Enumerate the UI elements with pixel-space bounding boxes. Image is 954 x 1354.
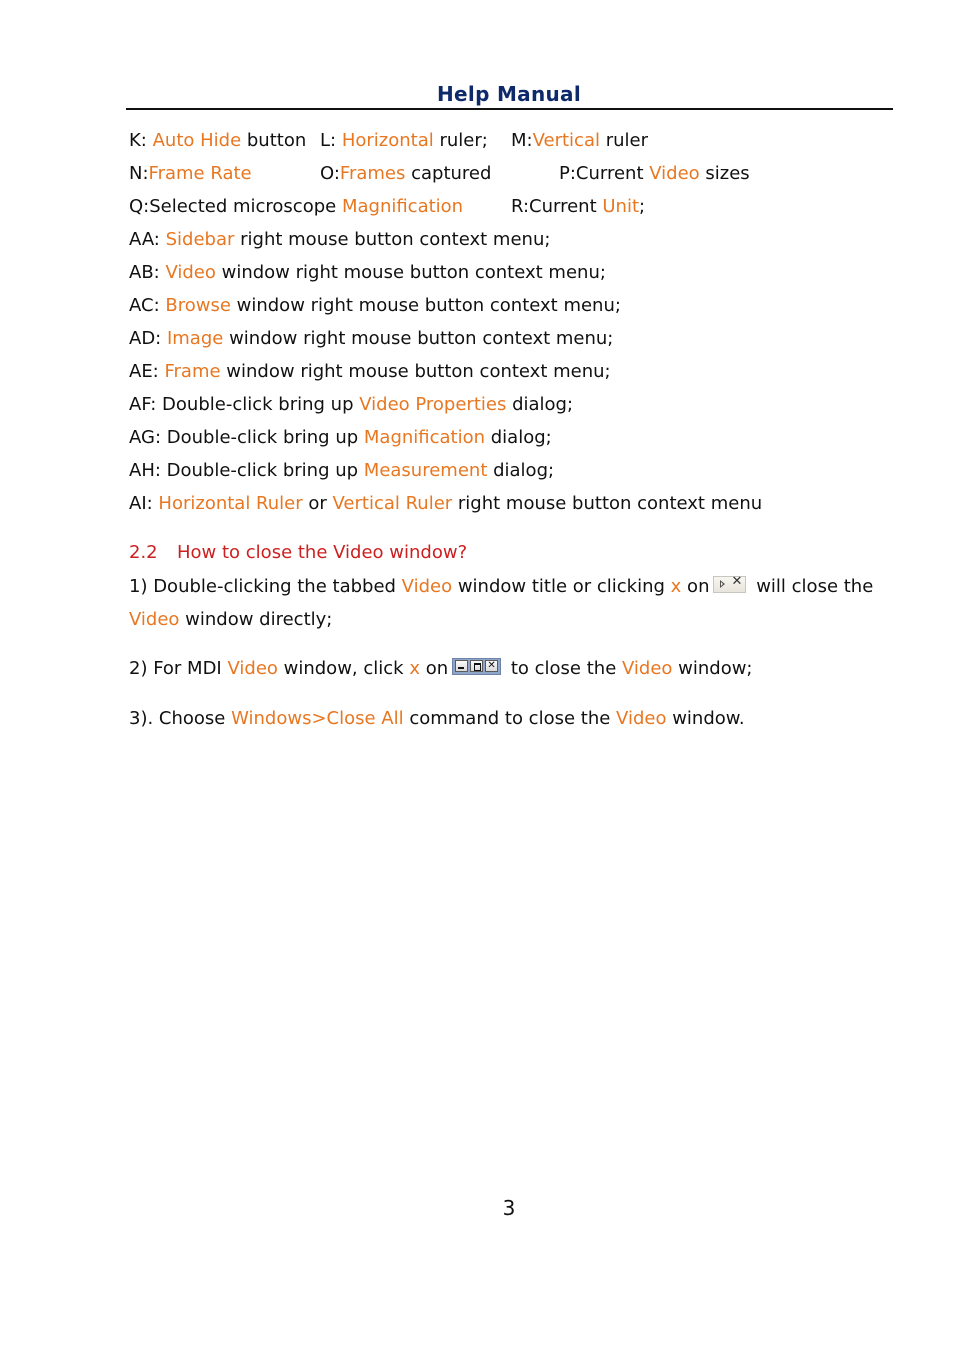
instruction-1-video-a: Video [401, 576, 453, 597]
legend-ab [129, 260, 889, 293]
instruction-2-video-b: Video [621, 658, 673, 679]
legend-ai-link-horizontal: Horizontal Ruler [158, 493, 303, 514]
legend-ai-link-vertical: Vertical Ruler [332, 493, 453, 514]
legend-ag [129, 425, 889, 458]
instruction-2-text-c: on [419, 658, 449, 679]
instruction-2-text-d: to close the [505, 658, 622, 679]
instruction-3-command: Windows>Close All [231, 708, 404, 729]
instruction-3 [129, 708, 745, 729]
instruction-1-text-c: on [681, 576, 710, 597]
section-title: How to close the Video window? [177, 542, 468, 563]
instruction-3-text-b: command to close the [403, 708, 617, 729]
legend-ab-prefix: AB: [129, 262, 166, 283]
legend-p [559, 161, 750, 187]
legend-m-prefix: M: [511, 130, 533, 151]
legend-aa-link: Sidebar [165, 229, 235, 250]
legend-ae-link: Frame [164, 361, 221, 382]
instruction-2-text-e: window; [672, 658, 753, 679]
legend-q-link: Magnification [341, 196, 464, 217]
mdi-window-controls-icon [452, 658, 501, 675]
instruction-1-line-1 [129, 573, 874, 597]
instruction-2-x: x [409, 658, 420, 679]
legend-af [129, 392, 889, 425]
legend-ah-prefix: AH: Double-click bring up [129, 460, 364, 481]
legend-ag-suffix: dialog; [485, 427, 552, 448]
legend-ac-link: Browse [165, 295, 231, 316]
legend-ai-mid: or [302, 493, 333, 514]
legend-ag-link: Magnification [363, 427, 486, 448]
legend-aa [129, 227, 889, 260]
legend-list [129, 128, 889, 524]
page-number: 3 [502, 1196, 516, 1220]
legend-l-suffix: ruler; [433, 130, 488, 151]
legend-m-suffix: ruler [600, 130, 649, 151]
legend-ab-suffix: window right mouse button context menu; [215, 262, 606, 283]
page-header-title: Help Manual [437, 82, 581, 106]
instruction-2-video-a: Video [227, 658, 278, 679]
legend-ah-link: Measurement [363, 460, 488, 481]
legend-ag-prefix: AG: Double-click bring up [129, 427, 364, 448]
legend-q [129, 194, 463, 220]
instruction-1-x: x [670, 576, 682, 597]
legend-n-link: Frame Rate [148, 163, 252, 184]
legend-n-prefix: N: [129, 163, 149, 184]
legend-q-prefix: Q:Selected microscope [129, 196, 342, 217]
legend-row-n-o-p [129, 161, 889, 194]
legend-ai [129, 491, 889, 524]
legend-k [129, 128, 306, 154]
instruction-1-text-d: will close the [750, 576, 874, 597]
legend-af-link: Video Properties [359, 394, 507, 415]
instruction-3-video: Video [616, 708, 667, 729]
instruction-1-text-a: 1) Double-clicking the tabbed [129, 576, 402, 597]
legend-af-suffix: dialog; [506, 394, 574, 415]
legend-o [320, 161, 491, 187]
instruction-1-text-e: window directly; [179, 609, 333, 630]
legend-r-suffix: ; [639, 196, 646, 217]
legend-row-q-r [129, 194, 889, 227]
legend-l [320, 128, 488, 154]
tab-close-icon [713, 573, 746, 593]
legend-k-suffix: button [241, 130, 307, 151]
legend-ac-suffix: window right mouse button context menu; [230, 295, 621, 316]
legend-ae [129, 359, 889, 392]
close-icon: ✕ [485, 660, 498, 672]
legend-ah [129, 458, 889, 491]
legend-ac-prefix: AC: [129, 295, 166, 316]
legend-r [511, 194, 645, 220]
legend-k-prefix: K: [129, 130, 153, 151]
legend-ad-suffix: window right mouse button context menu; [223, 328, 614, 349]
instruction-2-text-a: 2) For MDI [129, 658, 228, 679]
legend-o-link: Frames [339, 163, 406, 184]
legend-p-suffix: sizes [699, 163, 750, 184]
legend-p-prefix: P:Current [559, 163, 650, 184]
minimize-icon [455, 660, 468, 672]
section-heading [129, 542, 467, 563]
instruction-2-text-b: window, click [277, 658, 410, 679]
legend-aa-prefix: AA: [129, 229, 166, 250]
legend-ab-link: Video [165, 262, 216, 283]
legend-ai-suffix: right mouse button context menu [452, 493, 763, 514]
instruction-3-text-a: 3). Choose [129, 708, 232, 729]
legend-ae-suffix: window right mouse button context menu; [220, 361, 611, 382]
legend-k-link: Auto Hide [152, 130, 242, 151]
legend-l-link: Horizontal [341, 130, 434, 151]
section-number: 2.2 [129, 542, 158, 563]
legend-aa-suffix: right mouse button context menu; [234, 229, 551, 250]
legend-ad-prefix: AD: [129, 328, 167, 349]
tab-arrow-icon [720, 580, 725, 588]
legend-ad [129, 326, 889, 359]
maximize-icon [470, 660, 483, 672]
legend-o-suffix: captured [405, 163, 492, 184]
legend-af-prefix: AF: Double-click bring up [129, 394, 360, 415]
legend-row-k-l-m [129, 128, 889, 161]
instruction-2 [129, 658, 753, 679]
header-rule [126, 108, 893, 110]
legend-ac [129, 293, 889, 326]
legend-ad-link: Image [166, 328, 224, 349]
legend-o-prefix: O: [320, 163, 340, 184]
legend-ah-suffix: dialog; [487, 460, 555, 481]
legend-r-prefix: R:Current [511, 196, 603, 217]
legend-l-prefix: L: [320, 130, 342, 151]
legend-m-link: Vertical [532, 130, 600, 151]
legend-n [129, 161, 252, 187]
legend-m [511, 128, 648, 154]
instruction-3-text-c: window. [666, 708, 745, 729]
instruction-1-video-b: Video [129, 609, 180, 630]
legend-r-link: Unit [602, 196, 640, 217]
legend-ai-prefix: AI: [129, 493, 159, 514]
legend-p-link: Video [649, 163, 700, 184]
instruction-1-line-2 [129, 609, 332, 630]
close-icon: ✕ [731, 573, 743, 589]
legend-ae-prefix: AE: [129, 361, 165, 382]
instruction-1-text-b: window title or clicking [452, 576, 671, 597]
